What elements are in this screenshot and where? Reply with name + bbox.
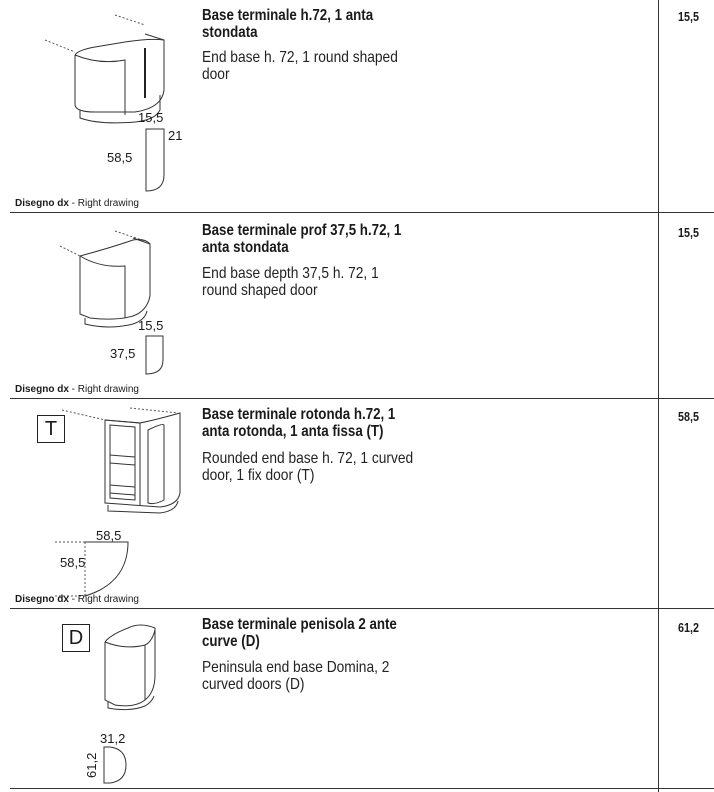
- item-description: End base depth 37,5 h. 72, 1 round shaped door: [202, 265, 379, 299]
- item-value: 15,5: [678, 10, 699, 24]
- item-value: 61,2: [678, 621, 699, 635]
- item-description: Rounded end base h. 72, 1 curved door, 1 fix door (T): [202, 450, 414, 484]
- item-value: 58,5: [678, 410, 699, 424]
- plan-view-icon: [140, 334, 170, 379]
- plan-view-icon: [50, 540, 140, 600]
- drawing-caption: Disegno dx - Right drawing: [15, 198, 139, 209]
- drawing-caption: Disegno dx - Right drawing: [15, 384, 139, 395]
- row-divider: [10, 212, 714, 213]
- item-description: End base h. 72, 1 round shaped door: [202, 49, 398, 83]
- dimension-depth: 58,5: [107, 150, 133, 165]
- rounded-end-base-drawing: [60, 405, 190, 515]
- drawing-caption: Disegno dx - Right drawing: [15, 594, 139, 605]
- item-title: Base terminale h.72, 1 anta stondata: [202, 7, 374, 41]
- item-description: Peninsula end base Domina, 2 curved doors (D): [202, 659, 390, 693]
- dimension-depth: 58,5: [60, 555, 86, 570]
- dimension-depth: 37,5: [110, 346, 136, 361]
- variant-badge: T: [37, 415, 65, 443]
- peninsula-end-base-drawing: [100, 620, 160, 715]
- variant-badge: D: [62, 624, 90, 652]
- plan-view-icon: [140, 127, 170, 197]
- dimension-width: 31,2: [100, 731, 126, 746]
- dimension-width: 58,5: [96, 528, 122, 543]
- dimension-width: 15,5: [138, 318, 164, 333]
- row-divider: [10, 608, 714, 609]
- dimension-depth: 61,2: [84, 752, 99, 778]
- plan-view-icon: [100, 745, 130, 785]
- item-title: Base terminale rotonda h.72, 1 anta rotonda, 1 anta fissa (T): [202, 406, 396, 440]
- dimension-width: 15,5: [138, 110, 164, 125]
- row-divider: [10, 398, 714, 399]
- item-title: Base terminale penisola 2 ante curve (D): [202, 616, 397, 650]
- item-value: 15,5: [678, 226, 699, 240]
- dimension-door: 21: [168, 128, 183, 143]
- row-divider: [10, 788, 714, 789]
- column-divider: [658, 0, 659, 792]
- item-title: Base terminale prof 37,5 h.72, 1 anta stondata: [202, 222, 402, 256]
